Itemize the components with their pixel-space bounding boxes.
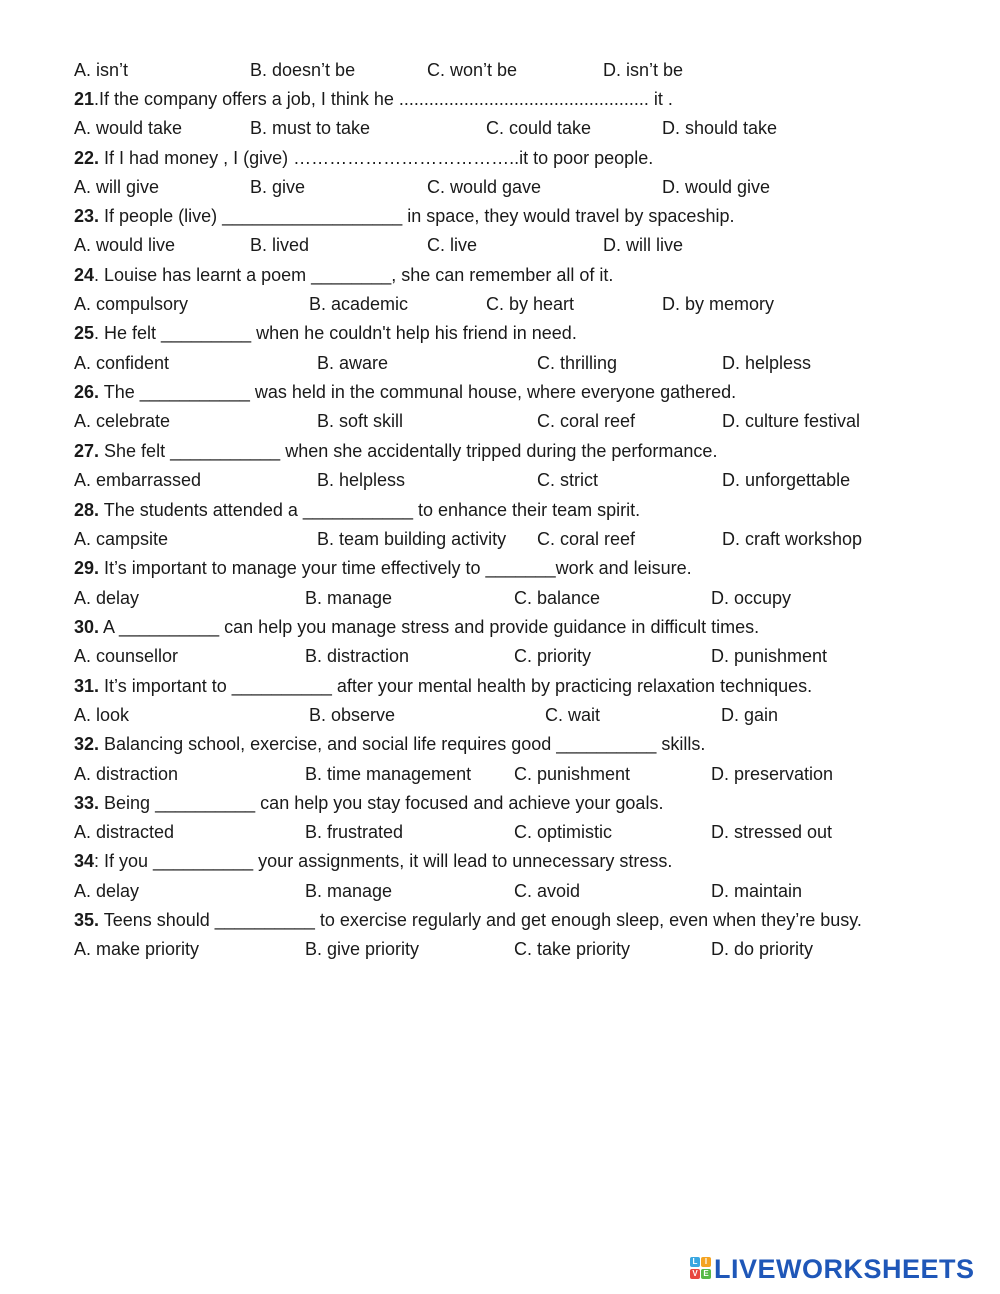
question-number: 35. xyxy=(74,910,100,930)
option-a[interactable]: A. distraction xyxy=(74,764,179,784)
question-33 xyxy=(74,789,663,818)
question-stem: : If you __________ your assignments, it will lead to unnecessary stress. xyxy=(94,851,673,871)
question-25 xyxy=(74,319,577,348)
mark-l: L xyxy=(690,1257,700,1267)
liveworksheets-wordmark: LIVEWORKSHEETS xyxy=(714,1253,975,1284)
question-stem: It’s important to manage your time effectively to _______work and leisure. xyxy=(99,558,692,578)
option-a[interactable]: A. isn’t xyxy=(74,60,129,80)
option-a[interactable]: A. compulsory xyxy=(74,294,189,314)
option-a[interactable]: A. counsellor xyxy=(74,646,179,666)
option-d[interactable]: D. gain xyxy=(721,705,779,725)
question-number: 27. xyxy=(74,441,100,461)
option-a[interactable]: A. would take xyxy=(74,118,183,138)
question-34 xyxy=(74,847,672,876)
question-number: 28. xyxy=(74,500,100,520)
question-stem: . He felt _________ when he couldn't help his friend in need. xyxy=(94,323,577,343)
option-a[interactable]: A. celebrate xyxy=(74,411,171,431)
option-d[interactable]: D. should take xyxy=(662,118,778,138)
liveworksheets-logo[interactable] xyxy=(690,1254,975,1284)
option-c[interactable]: C. wait xyxy=(545,705,601,725)
option-b[interactable]: B. frustrated xyxy=(305,822,404,842)
option-b[interactable]: B. give xyxy=(250,177,306,197)
question-stem: .If the company offers a job, I think he .................................................. it . xyxy=(94,89,673,109)
question-28 xyxy=(74,496,640,525)
question-stem: The students attended a ___________ to enhance their team spirit. xyxy=(99,500,641,520)
option-d[interactable]: D. unforgettable xyxy=(722,470,851,490)
question-stem: The ___________ was held in the communal house, where everyone gathered. xyxy=(99,382,737,402)
option-c[interactable]: C. coral reef xyxy=(537,529,636,549)
option-c[interactable]: C. balance xyxy=(514,588,601,608)
question-stem: Being __________ can help you stay focused and achieve your goals. xyxy=(99,793,664,813)
question-number: 31. xyxy=(74,676,100,696)
option-d[interactable]: D. punishment xyxy=(711,646,828,666)
option-b[interactable]: B. aware xyxy=(317,353,389,373)
option-c[interactable]: C. coral reef xyxy=(537,411,636,431)
option-b[interactable]: B. observe xyxy=(309,705,396,725)
option-a[interactable]: A. distracted xyxy=(74,822,175,842)
mark-i: I xyxy=(701,1257,711,1267)
option-d[interactable]: D. stressed out xyxy=(711,822,833,842)
option-d[interactable]: D. isn’t be xyxy=(603,60,684,80)
liveworksheets-mark-icon xyxy=(690,1257,712,1281)
option-b[interactable]: B. soft skill xyxy=(317,411,404,431)
question-26 xyxy=(74,378,736,407)
option-a[interactable]: A. delay xyxy=(74,881,140,901)
question-32 xyxy=(74,730,705,759)
option-a[interactable]: A. delay xyxy=(74,588,140,608)
option-b[interactable]: B. manage xyxy=(305,588,393,608)
option-a[interactable]: A. make priority xyxy=(74,939,200,959)
question-number: 24 xyxy=(74,265,95,285)
option-a[interactable]: A. would live xyxy=(74,235,176,255)
question-number: 26. xyxy=(74,382,100,402)
option-b[interactable]: B. give priority xyxy=(305,939,420,959)
question-stem: Balancing school, exercise, and social life requires good __________ skills. xyxy=(99,734,706,754)
question-stem: . Louise has learnt a poem ________, she can remember all of it. xyxy=(94,265,614,285)
question-31 xyxy=(74,672,812,701)
option-d[interactable]: D. do priority xyxy=(711,939,814,959)
question-21 xyxy=(74,85,673,114)
question-number: 21 xyxy=(74,89,95,109)
question-22 xyxy=(74,144,653,173)
question-number: 34 xyxy=(74,851,95,871)
option-c[interactable]: C. could take xyxy=(486,118,592,138)
option-c[interactable]: C. punishment xyxy=(514,764,631,784)
option-b[interactable]: B. distraction xyxy=(305,646,410,666)
question-27 xyxy=(74,437,717,466)
option-c[interactable]: C. would gave xyxy=(427,177,542,197)
option-c[interactable]: C. strict xyxy=(537,470,598,490)
option-a[interactable]: A. campsite xyxy=(74,529,169,549)
option-d[interactable]: D. culture festival xyxy=(722,411,861,431)
option-a[interactable]: A. embarrassed xyxy=(74,470,202,490)
option-b[interactable]: B. must to take xyxy=(250,118,371,138)
question-stem: She felt ___________ when she accidentally tripped during the performance. xyxy=(99,441,718,461)
question-stem: It’s important to __________ after your mental health by practicing relaxation techniques. xyxy=(99,676,813,696)
question-stem: A __________ can help you manage stress and provide guidance in difficult times. xyxy=(99,617,760,637)
option-b[interactable]: B. time management xyxy=(305,764,472,784)
question-stem: If I had money , I (give) ………………………………..it to poor people. xyxy=(99,148,654,168)
option-c[interactable]: C. live xyxy=(427,235,478,255)
mark-e: E xyxy=(701,1269,711,1279)
question-number: 32. xyxy=(74,734,100,754)
option-a[interactable]: A. will give xyxy=(74,177,160,197)
question-stem: Teens should __________ to exercise regularly and get enough sleep, even when they’re busy. xyxy=(99,910,862,930)
option-c[interactable]: C. optimistic xyxy=(514,822,613,842)
question-stem: If people (live) __________________ in space, they would travel by spaceship. xyxy=(99,206,735,226)
option-c[interactable]: C. avoid xyxy=(514,881,581,901)
option-d[interactable]: D. occupy xyxy=(711,588,792,608)
question-30 xyxy=(74,613,759,642)
question-number: 22. xyxy=(74,148,100,168)
option-d[interactable]: D. helpless xyxy=(722,353,812,373)
option-d[interactable]: D. craft workshop xyxy=(722,529,863,549)
option-b[interactable]: B. lived xyxy=(250,235,310,255)
option-b[interactable]: B. helpless xyxy=(317,470,406,490)
option-b[interactable]: B. doesn’t be xyxy=(250,60,356,80)
option-d[interactable]: D. preservation xyxy=(711,764,834,784)
question-29 xyxy=(74,554,692,583)
question-23 xyxy=(74,202,734,231)
option-c[interactable]: C. thrilling xyxy=(537,353,618,373)
option-c[interactable]: C. take priority xyxy=(514,939,631,959)
option-a[interactable]: A. confident xyxy=(74,353,170,373)
option-b[interactable]: B. team building activity xyxy=(317,529,507,549)
option-c[interactable]: C. priority xyxy=(514,646,592,666)
option-a[interactable]: A. look xyxy=(74,705,130,725)
question-number: 23. xyxy=(74,206,100,226)
option-c[interactable]: C. by heart xyxy=(486,294,575,314)
question-number: 33. xyxy=(74,793,100,813)
question-35 xyxy=(74,906,862,935)
mark-v: V xyxy=(690,1269,700,1279)
question-number: 25 xyxy=(74,323,95,343)
option-d[interactable]: D. would give xyxy=(662,177,771,197)
option-b[interactable]: B. manage xyxy=(305,881,393,901)
option-d[interactable]: D. maintain xyxy=(711,881,803,901)
question-number: 30. xyxy=(74,617,100,637)
option-d[interactable]: D. by memory xyxy=(662,294,775,314)
question-24 xyxy=(74,261,613,290)
option-c[interactable]: C. won’t be xyxy=(427,60,518,80)
question-number: 29. xyxy=(74,558,100,578)
option-d[interactable]: D. will live xyxy=(603,235,684,255)
option-b[interactable]: B. academic xyxy=(309,294,409,314)
